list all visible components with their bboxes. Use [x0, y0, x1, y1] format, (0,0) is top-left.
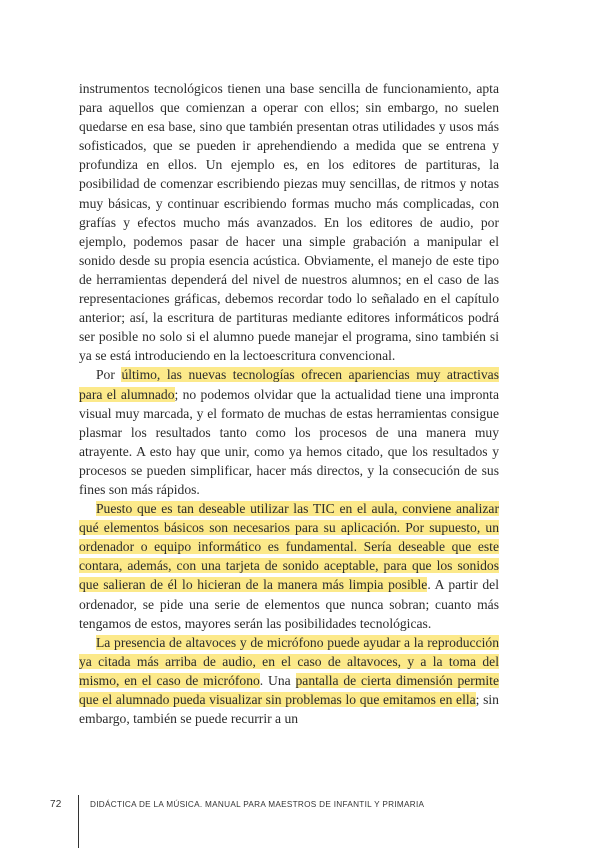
text-span: . Una — [259, 672, 296, 688]
text-span: ; no podemos olvidar que la actualidad tiene una impronta visual muy marcada, y el formato de muchas de estas herramientas consigue plasmar los resultados tanto como los procesos de una manera muy atrayente. A esto hay que unir, como ya hemos citado, que los resultados y procesos se pueden simplificar, hacer más directos, y la consecución de sus fines son más rápidos. — [79, 386, 499, 497]
body-text — [79, 79, 499, 728]
paragraph — [79, 633, 499, 728]
text-span: instrumentos tecnológicos tienen una base sencilla de funcionamiento, apta para aquellos que comienzan a operar con ellos; sin embargo, no suelen quedarse en esa base, sino que también presentan otras utilidades y usos más sofisticados, que se pueden ir aprehendiendo a medida que se entrena y profundiza en ellos. Un ejemplo es, en los editores de partituras, la posibilidad de comenzar escribiendo piezas muy sencillas, de ritmos y notas muy básicas, y continuar escribiendo formas mucho más complicadas, con grafías y efectos mucho más avanzados. En los editores de audio, por ejemplo, podemos pasar de hacer una simple grabación a manipular el sonido desde su propia esencia acústica. Obviamente, el manejo de este tipo de herramientas dependerá del nivel de nuestros alumnos; en el caso de las representaciones gráficas, debemos recordar todo lo señalado en el capítulo anterior; así, la escritura de partituras mediante editores informáticos podrá ser posible no solo si el alumno puede manejar el programa, sino también si ya se está introduciendo en la lectoescritura convencional. — [79, 81, 499, 364]
highlighted-text: último, las nuevas tecnologías ofrecen apariencias muy atractivas para el alumnado — [79, 367, 499, 402]
highlighted-text: La presencia de altavoces y de micrófono puede ayudar a la reproducción ya citada más arriba de audio, en el caso de altavoces, y a la toma del mismo, en el caso de micrófono — [79, 634, 499, 688]
paragraph — [79, 365, 499, 499]
page-footer — [0, 795, 601, 848]
highlighted-text: Puesto que es tan deseable utilizar las TIC en el aula, conviene analizar qué elementos básicos son necesarios para su aplicación. Por supuesto, un ordenador o equipo informático es fundamental. Sería deseable que este contara, además, con una tarjeta de sonido aceptable, para que los sonidos que salieran de él lo hicieran de la manera más limpia posible — [79, 501, 499, 593]
page-number: 72 — [50, 799, 62, 810]
text-span: Por — [96, 367, 122, 383]
text-span: . A partir del ordenador, se pide una serie de elementos que nunca sobran; cuanto más tengamos de estos, mayores serán las posibilidades tecnológicas. — [79, 577, 499, 631]
footer-divider — [78, 795, 79, 848]
running-title: DIDÁCTICA DE LA MÚSICA. MANUAL PARA MAESTROS DE INFANTIL Y PRIMARIA — [90, 800, 425, 809]
text-span: ; sin embargo, también se puede recurrir a un — [79, 692, 499, 727]
paragraph — [79, 79, 499, 365]
highlighted-text: pantalla de cierta dimensión permite que el alumnado pueda visualizar sin problemas lo que emitamos en ella — [79, 672, 499, 707]
paragraph — [79, 499, 499, 633]
